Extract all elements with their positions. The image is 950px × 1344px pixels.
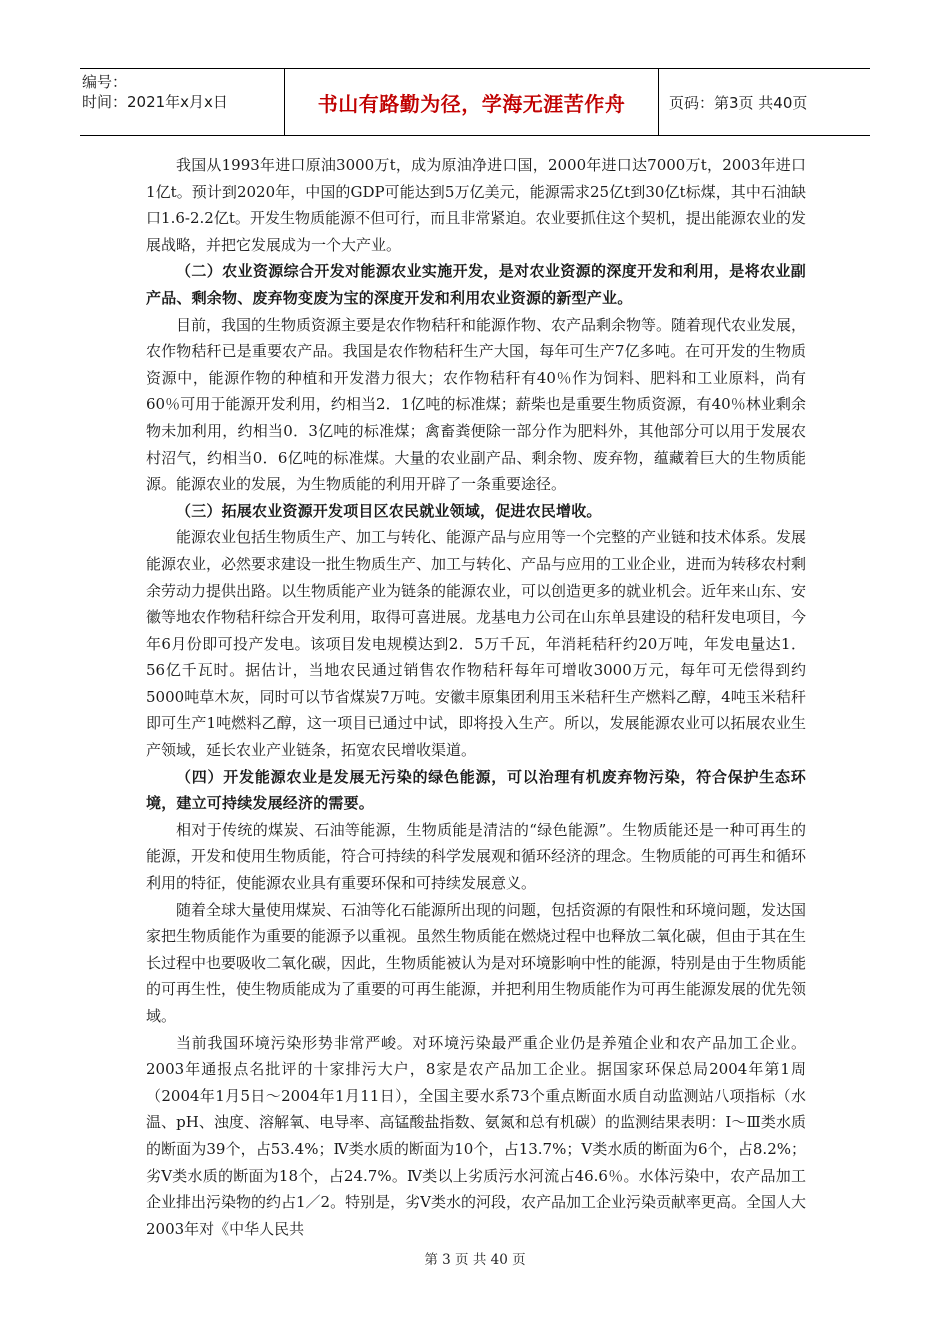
- header-motto: 书山有路勤为径，学海无涯苦作舟: [285, 69, 659, 135]
- body-paragraph: 相对于传统的煤炭、石油等能源，生物质能是清洁的“绿色能源”。生物质能还是一种可再生的能源，开发和使用生物质能，符合可持续的科学发展观和循环经济的理念。生物质能的可再生和循环利用的特征，使能源农业具有重要环保和可持续发展意义。: [146, 820, 807, 893]
- document-body: [146, 152, 806, 1242]
- page-footer: 第 3 页 共 40 页: [424, 1252, 526, 1268]
- section-heading: （二）农业资源综合开发对能源农业实施开发，是对农业资源的深度开发和利用，是将农业副产品、剩余物、废弃物变废为宝的深度开发和利用农业资源的新型产业。: [146, 262, 806, 307]
- section-heading: （三）拓展农业资源开发项目区农民就业领域，促进农民增收。: [176, 501, 602, 520]
- page-header: [80, 68, 870, 136]
- body-paragraph: 随着全球大量使用煤炭、石油等化石能源所出现的问题，包括资源的有限性和环境问题，发达国家把生物质能作为重要的能源予以重视。虽然生物质能在燃烧过程中也释放二氧化碳，但由于其在生长过程中也要吸收二氧化碳，因此，生物质能被认为是对环境影响中性的能源，特别是由于生物质能的可再生性，使生物质能成为了重要的可再生能源，并把利用生物质能作为可再生能源发展的优先领域。: [146, 900, 807, 1025]
- header-page-number: 页码：第3页 共40页: [669, 93, 808, 112]
- section-heading: （四）开发能源农业是发展无污染的绿色能源，可以治理有机废弃物污染，符合保护生态环境，建立可持续发展经济的需要。: [146, 767, 806, 813]
- body-paragraph: 能源农业包括生物质生产、加工与转化、能源产品与应用等一个完整的产业链和技术体系。发展能源农业，必然要求建设一批生物质生产、加工与转化、产品与应用的工业企业，进而为转移农村剩余劳动力提供出路。以生物质能产业为链条的能源农业，可以创造更多的就业机会。近年来山东、安徽等地农作物秸秆综合开发利用，取得可喜进展。龙基电力公司在山东单县建设的秸秆发电项目，今年6月份即可投产发电。该项目发电规模达到2．5万千瓦，年消耗秸秆约20万吨，年发电量达1．56亿千瓦时。据估计，当地农民通过销售农作物秸秆每年可增收3000万元，每年可无偿得到约5000吨草木灰，同时可以节省煤炭7万吨。安徽丰原集团利用玉米秸秆生产燃料乙醇，4吨玉米秸秆即可生产1吨燃料乙醇，这一项目已通过中试，即将投入生产。所以，发展能源农业可以拓展农业生产领域，延长农业产业链条，拓宽农民增收渠道。: [146, 528, 807, 760]
- body-paragraph: 当前我国环境污染形势非常严峻。对环境污染最严重企业仍是养殖企业和农产品加工企业。2003年通报点名批评的十家排污大户，8家是农产品加工企业。据国家环保总局2004年第1周（2004年1月5日～2004年1月11日），全国主要水系73个重点断面水质自动监测站八项指标（水温、pH、浊度、溶解氧、电导率、高锰酸盐指数、氨氮和总有机碳）的监测结果表明：Ⅰ～Ⅲ类水质的断面为39个，占53.4%；Ⅳ类水质的断面为10个，占13.7%；Ⅴ类水质的断面为6个，占8.2%；劣Ⅴ类水质的断面为18个，占24.7%。Ⅳ类以上劣质污水河流占46.6％。水体污染中，农产品加工企业排出污染物的约占1／2。特别是，劣Ⅴ类水的河段，农产品加工企业污染贡献率更高。全国人大2003年对《中华人民共: [146, 1033, 806, 1238]
- document-number-label: 编号：: [82, 73, 128, 91]
- header-meta: [80, 69, 285, 135]
- body-paragraph: 目前，我国的生物质资源主要是农作物秸秆和能源作物、农产品剩余物等。随着现代农业发展，农作物秸秆已是重要农产品。我国是农作物秸秆生产大国，每年可生产7亿多吨。在可开发的生物质资源中，能源作物的种植和开发潜力很大；农作物秸秆有40％作为饲料、肥料和工业原料，尚有60％可用于能源开发利用，约相当2．1亿吨的标准煤；薪柴也是重要生物质资源，有40％林业剩余物未加利用，约相当0．3亿吨的标准煤；禽畜粪便除一部分作为肥料外，其他部分可以用于发展农村沼气，约相当0．6亿吨的标准煤。大量的农业副产品、剩余物、废弃物，蕴藏着巨大的生物质能源。能源农业的发展，为生物质能的利用开辟了一条重要途径。: [146, 315, 807, 494]
- document-date-label: 时间：2021年x月x日: [82, 93, 228, 111]
- body-paragraph: 我国从1993年进口原油3000万t，成为原油净进口国，2000年进口达7000万t，2003年进口1亿t。预计到2020年，中国的GDP可能达到5万亿美元，能源需求25亿t到30亿t标煤，其中石油缺口1.6-2.2亿t。开发生物质能源不但可行，而且非常紧迫。农业要抓住这个契机，提出能源农业的发展战略，并把它发展成为一个大产业。: [146, 156, 806, 254]
